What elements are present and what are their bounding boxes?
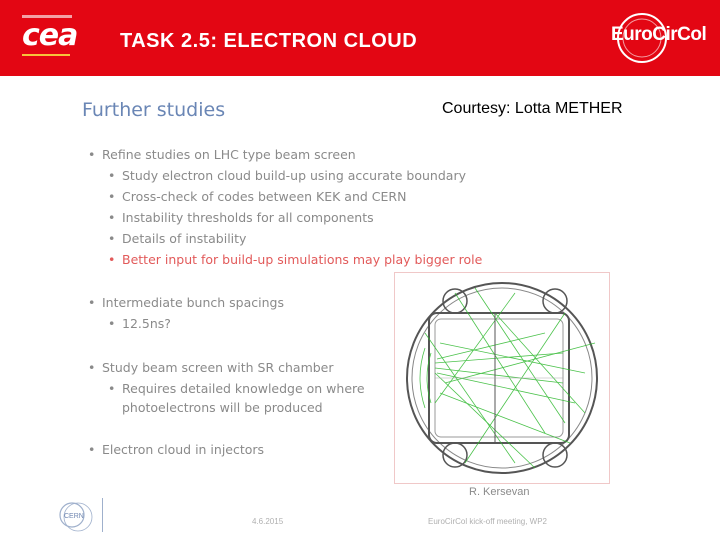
bullet-item: • Intermediate bunch spacings [88, 295, 284, 310]
courtesy-note: Courtesy: Lotta METHER [442, 100, 623, 117]
sub-bullet-item: • Study electron cloud build-up using accurate boundary [108, 168, 466, 183]
figure-caption: R. Kersevan [469, 486, 530, 498]
header-title: TASK 2.5: ELECTRON CLOUD [120, 30, 418, 52]
cern-logo-text: CERN [64, 513, 84, 520]
sub-bullet-item-continuation: photoelectrons will be produced [122, 400, 323, 415]
bullet-item: • Electron cloud in injectors [88, 442, 265, 457]
sub-bullet-item: • Requires detailed knowledge on where [108, 381, 365, 396]
cea-logo-underline [22, 54, 70, 56]
footer-date: 4.6.2015 [252, 517, 284, 526]
beam-screen-diagram-icon [395, 273, 609, 483]
cern-logo-icon [56, 497, 96, 535]
cea-logo: cea [22, 18, 78, 53]
footer-divider [102, 498, 103, 532]
beam-screen-figure [394, 272, 610, 484]
sub-bullet-item: • 12.5ns? [108, 316, 171, 331]
sub-bullet-item-highlighted: • Better input for build-up simulations may play bigger role [108, 252, 483, 267]
footer-meeting-label: EuroCirCol kick-off meeting, WP2 [428, 517, 547, 526]
sub-bullet-item: • Instability thresholds for all components [108, 210, 374, 225]
sub-bullet-item: • Details of instability [108, 231, 247, 246]
bullet-item: • Study beam screen with SR chamber [88, 360, 334, 375]
eurocircol-logo-text: EuroCirCol [611, 24, 707, 45]
bullet-item: • Refine studies on LHC type beam screen [88, 147, 356, 162]
sub-bullet-item: • Cross-check of codes between KEK and CERN [108, 189, 407, 204]
header-bar [0, 0, 720, 76]
slide-title: Further studies [82, 99, 226, 121]
